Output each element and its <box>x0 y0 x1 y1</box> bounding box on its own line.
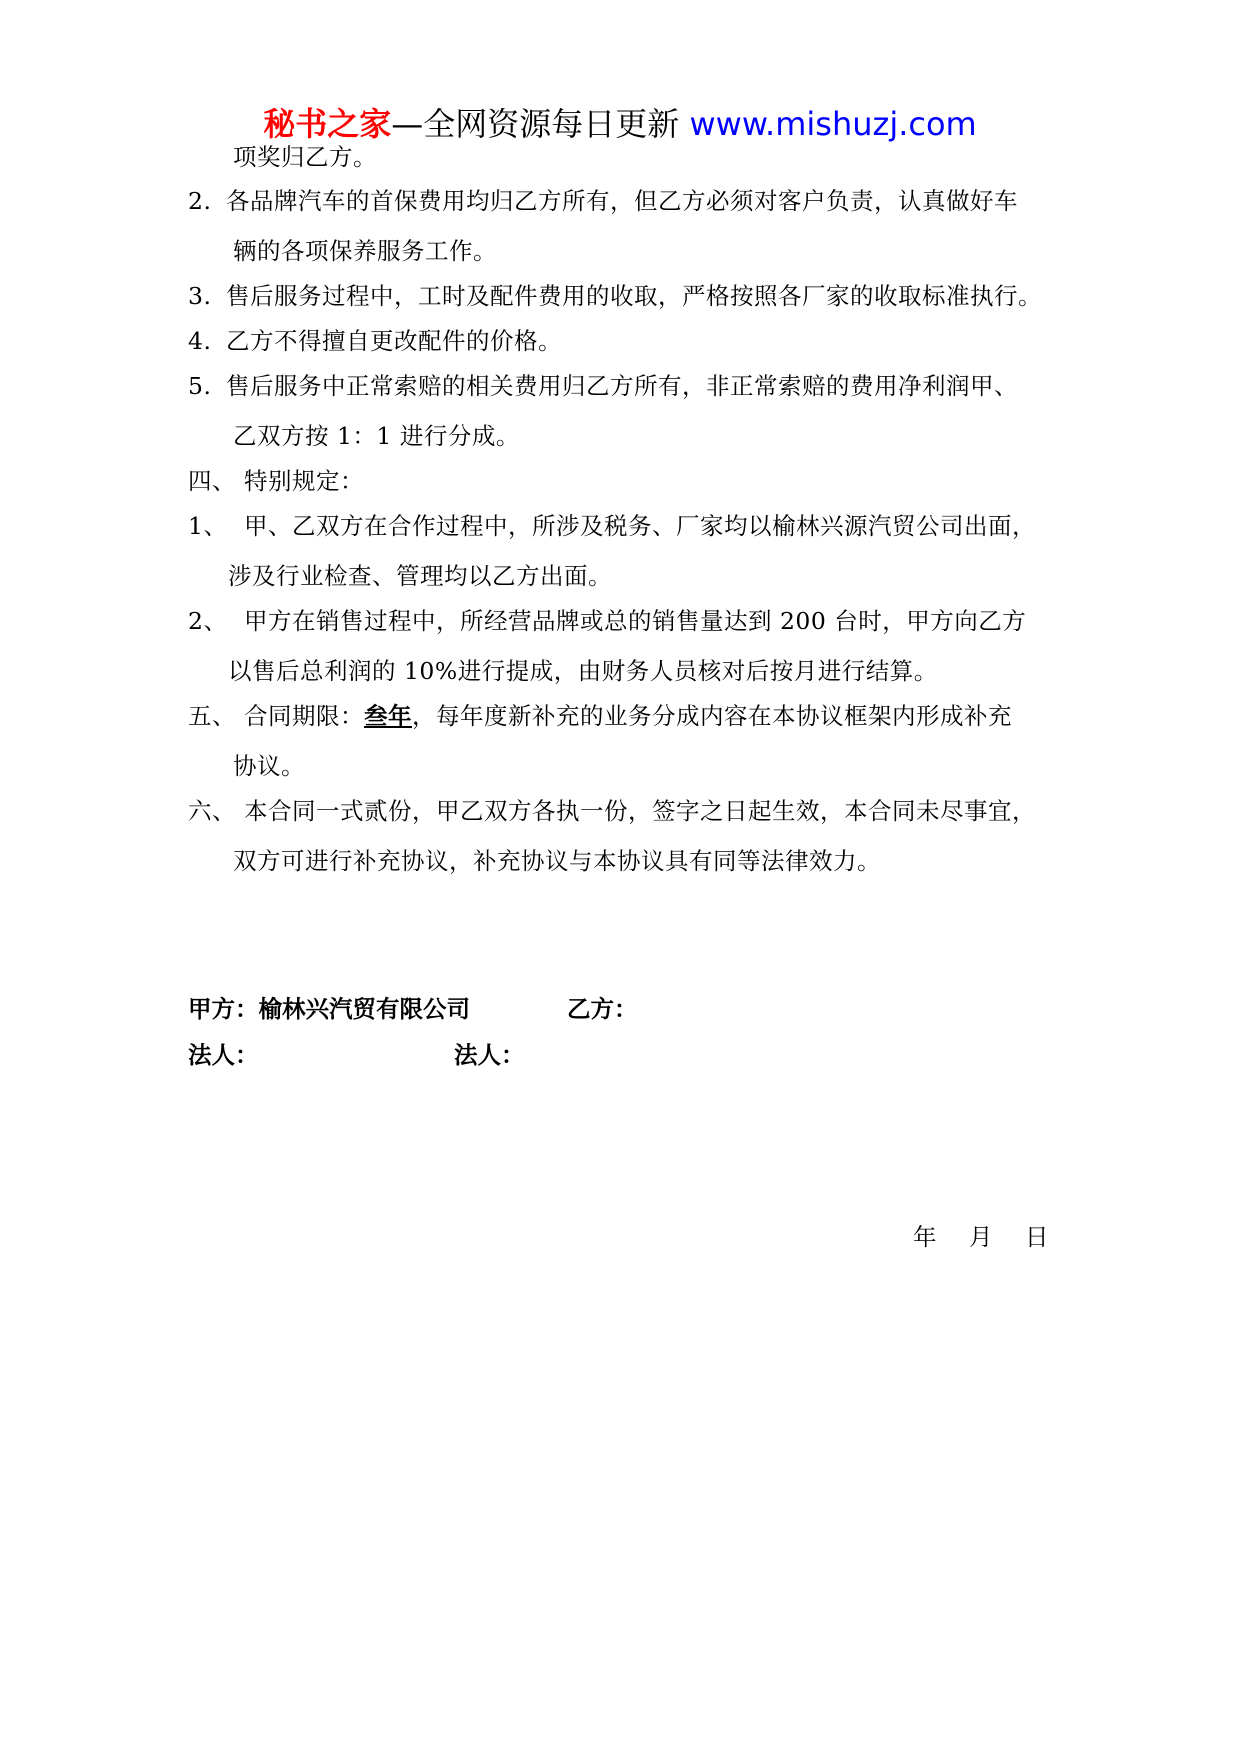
clause-number: 4. <box>188 327 212 355</box>
section-text-prefix: 合同期限： <box>244 702 364 730</box>
section-title: 特别规定： <box>244 467 364 495</box>
clause-number: 2. <box>188 187 212 215</box>
section-text: 本合同一式贰份，甲乙双方各执一份，签字之日起生效，本合同未尽事宜， <box>244 797 1036 825</box>
clause-text: 甲、乙双方在合作过程中，所涉及税务、厂家均以榆林兴源汽贸公司出面， <box>244 512 1036 540</box>
section-number: 六、 <box>188 797 236 825</box>
date-day: 日 <box>1025 1223 1049 1251</box>
clause-text: 售后服务过程中，工时及配件费用的收取，严格按照各厂家的收取标准执行。 <box>226 282 1042 310</box>
section-number: 四、 <box>188 467 236 495</box>
clause-4-1-line-2: 涉及行业检查、管理均以乙方出面。 <box>228 562 612 590</box>
section-5-line-1 <box>188 700 1012 732</box>
party-a-legal-rep: 法人： <box>188 1041 259 1069</box>
clause-number: 2、 <box>188 607 228 635</box>
clause-number: 1、 <box>188 512 228 540</box>
clause-3-2-line-1 <box>188 185 1018 217</box>
contract-term: 叁年 <box>364 702 412 730</box>
section-text-suffix: ，每年度新补充的业务分成内容在本协议框架内形成补充 <box>412 702 1012 730</box>
clause-text: 售后服务中正常索赔的相关费用归乙方所有，非正常索赔的费用净利润甲、 <box>226 372 1018 400</box>
section-4-heading <box>188 465 364 497</box>
section-5-line-2: 协议。 <box>233 752 305 780</box>
clause-3-5-line-2: 乙双方按 1：1 进行分成。 <box>233 422 520 450</box>
brand-name: 秘书之家 <box>263 105 392 143</box>
clause-4-2-line-1 <box>188 605 1026 637</box>
header-url[interactable]: www.mishuzj.com <box>679 105 977 143</box>
date-year: 年 <box>913 1223 937 1251</box>
section-number: 五、 <box>188 702 236 730</box>
clause-3-5-line-1 <box>188 370 1018 402</box>
section-6-line-2: 双方可进行补充协议，补充协议与本协议具有同等法律效力。 <box>233 847 881 875</box>
clause-4-1-line-1 <box>188 510 1036 542</box>
party-b-signature: 乙方： <box>567 995 638 1023</box>
clause-text: 各品牌汽车的首保费用均归乙方所有，但乙方必须对客户负责，认真做好车 <box>226 187 1018 215</box>
clause-number: 5. <box>188 372 212 400</box>
clause-3-4 <box>188 325 562 357</box>
date-month: 月 <box>969 1223 993 1251</box>
clause-text: 甲方在销售过程中，所经营品牌或总的销售量达到 200 台时，甲方向乙方 <box>244 607 1027 635</box>
clause-3-2-line-2: 辆的各项保养服务工作。 <box>233 237 497 265</box>
header-slogan: —全网资源每日更新 <box>391 105 680 143</box>
clause-text: 乙方不得擅自更改配件的价格。 <box>226 327 562 355</box>
clause-3-3 <box>188 280 1042 312</box>
party-a-signature: 甲方：榆林兴汽贸有限公司 <box>188 995 470 1023</box>
clause-3-1-continuation: 项奖归乙方。 <box>233 143 377 171</box>
clause-4-2-line-2: 以售后总利润的 10%进行提成，由财务人员核对后按月进行结算。 <box>228 657 938 685</box>
party-b-legal-rep: 法人： <box>454 1041 525 1069</box>
site-header-banner <box>0 102 1240 146</box>
clause-number: 3. <box>188 282 212 310</box>
section-6-line-1 <box>188 795 1036 827</box>
